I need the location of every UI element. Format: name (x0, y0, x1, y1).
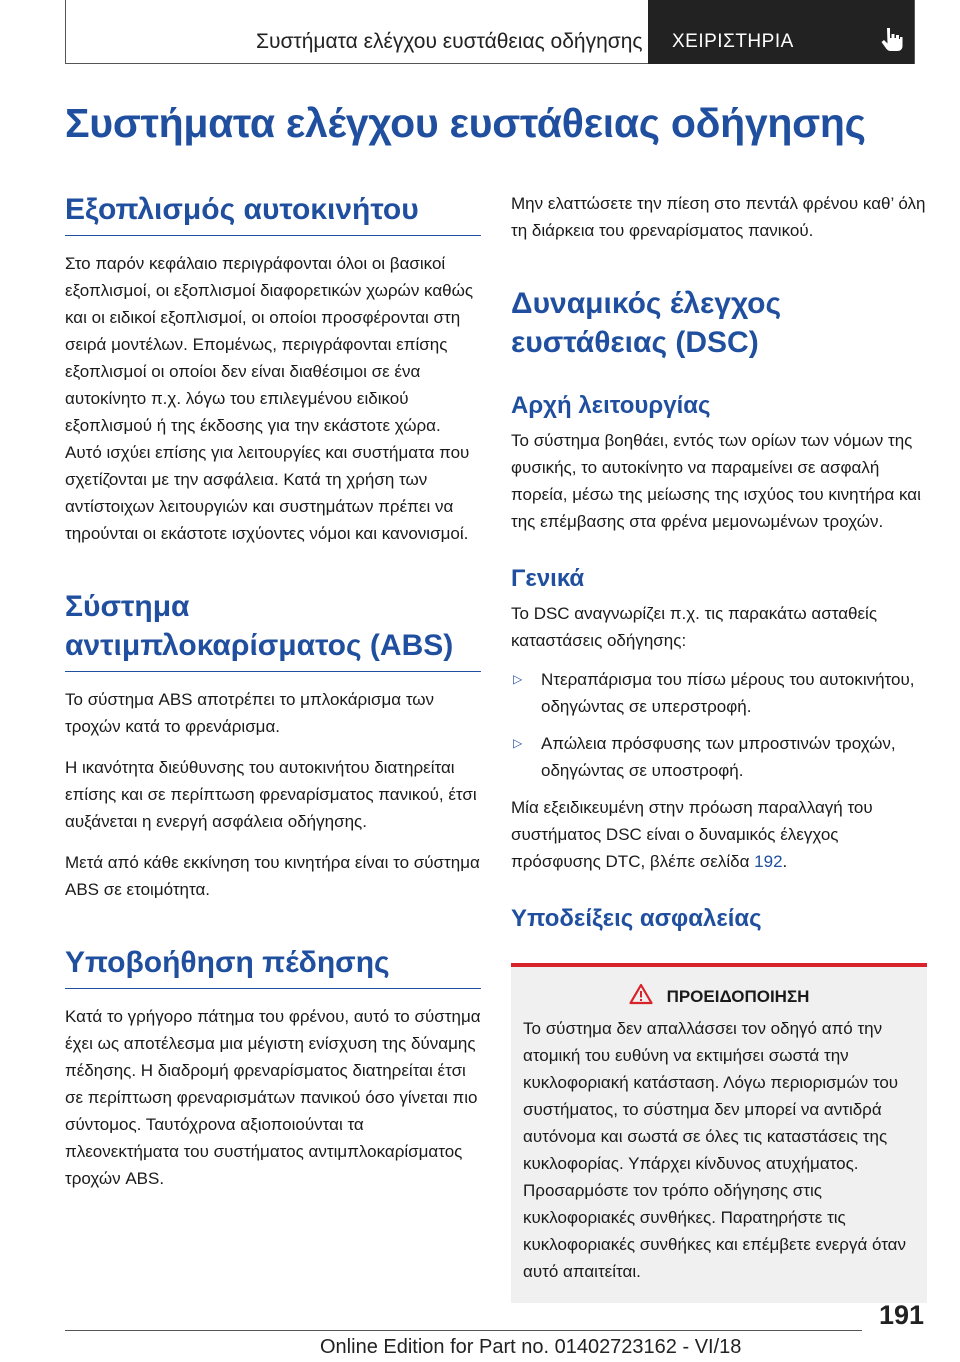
section-heading-equipment: Εξοπλισμός αυτοκινήτου (65, 190, 481, 236)
intro-paragraph: Μην ελαττώσετε την πίεση στο πεντάλ φρένου καθ’ όλη τη διάρκεια του φρεναρίσματος πανικού. (511, 194, 926, 240)
abs-heading-line2: αντιμπλοκαρίσματος (ABS) (65, 629, 454, 662)
bullet-text: Απώλεια πρόσφυσης των μπροστινών τροχών, οδηγώντας σε υποστροφή. (541, 734, 896, 781)
subheading-general: Γενικά (511, 565, 585, 593)
general-paragraph: Το DSC αναγνωρίζει π.χ. τις παρακάτω ασταθείς καταστάσεις οδήγησης: (511, 604, 878, 651)
list-item (511, 730, 927, 784)
section-heading-dsc (511, 284, 927, 362)
list-item (511, 666, 927, 720)
page-header (65, 0, 915, 64)
dsc-heading-line2: ευστάθειας (DSC) (511, 326, 759, 359)
footer-divider (65, 1330, 862, 1331)
subheading-principle: Αρχή λειτουργίας (511, 392, 711, 419)
warning-header (523, 983, 915, 1007)
warning-box (511, 963, 927, 1303)
bullet-list (511, 666, 927, 784)
abs-paragraph-1: Το σύστημα ABS αποτρέπει το μπλοκάρισμα των τροχών κατά το φρενάρισμα. (65, 690, 435, 736)
dtc-paragraph (511, 794, 927, 875)
header-tab-label: ΧΕΙΡΙΣΤΗΡΙΑ (672, 31, 794, 52)
warning-label: ΠΡΟΕΙΔΟΠΟΙΗΣΗ (666, 986, 810, 1006)
triangle-right-icon: ▷ (513, 736, 523, 751)
page-title: Συστήματα ελέγχου ευστάθειας οδήγησης (65, 100, 866, 146)
dsc-heading-line1: Δυναμικός έλεγχος (511, 287, 782, 320)
hand-pointer-icon (878, 26, 904, 52)
brake-assist-paragraph: Κατά το γρήγορο πάτημα του φρένου, αυτό το σύστημα έχει ως αποτέλεσμα μια μέγιστη ενίσχυση της δύναμης πέδησης. Η διαδρομή φρεναρίσματος διατηρείται έτσι σε περίπτωση φρεναρισμάτων πανικού όσο γίνεται πιο σύντομος. Ταυτόχρονα αξιοποιούνται τα πλεονεκτήματα του συστήματος αντιμπλοκαρίσματος τροχών ABS. (65, 1007, 481, 1188)
section-heading-brake-assist: Υποβοήθηση πέδησης (65, 943, 481, 989)
section-heading-abs (65, 587, 481, 672)
warning-triangle-icon (629, 983, 653, 1005)
warning-text: Το σύστημα δεν απαλλάσσει τον οδηγό από την ατομική του ευθύνη να εκτιμήσει σωστά την κυκλοφοριακή κατάσταση. Λόγω περιορισμών του συστήματος, το σύστημα δεν μπορεί να αντιδρά αυτόνομα και σωστά σε όλες τις καταστάσεις της κυκλοφορίας. Υπάρχει κίνδυνος ατυχήματος. Προσαρμόστε τον τρόπο οδήγησης στις κυκλοφοριακές συνθήκες. Παρατηρήστε τις κυκλοφοριακές συνθήκες και επέμβετε ενεργά όταν αυτό απαιτείται. (523, 1018, 907, 1281)
header-section-tab[interactable] (648, 0, 914, 64)
footer-edition: Online Edition for Part no. 01402723162 - VI/18 (320, 1336, 742, 1358)
abs-heading-line1: Σύστημα (65, 590, 190, 623)
page-link-192[interactable]: 192 (754, 852, 783, 872)
header-title: Συστήματα ελέγχου ευστάθειας οδήγησης (256, 30, 643, 53)
triangle-right-icon: ▷ (513, 672, 523, 687)
bullet-text: Ντεραπάρισμα του πίσω μέρους του αυτοκινήτου, οδηγώντας σε υπερστροφή. (541, 670, 915, 717)
abs-paragraph-3: Μετά από κάθε εκκίνηση του κινητήρα είναι το σύστημα ABS σε ετοιμότητα. (65, 853, 480, 899)
subheading-safety: Υποδείξεις ασφαλείας (511, 905, 762, 933)
equipment-paragraph: Στο παρόν κεφάλαιο περιγράφονται όλοι οι βασικοί εξοπλισμοί, οι εξοπλισμοί διαφορετικών χωρών καθώς και οι ειδικοί εξοπλισμοί, οι οποίοι προσφέρονται στη σειρά μοντέλων. Επομένως, περιγράφονται επίσης εξοπλισμοί οι οποίοι δεν είναι διαθέσιμοι σε ένα αυτοκίνητο π.χ. λόγω του επιλεγμένου ειδικού εξοπλισμού ή της έκδοσης για την εκάστοτε χώρα. Αυτό ισχύει επίσης για λειτουργίες και συστήματα που σχετίζονται με την ασφάλεια. Κατά τη χρήση των αντίστοιχων λειτουργιών και συστημάτων πρέπει να τηρούνται οι εκάστοτε ισχύοντες νόμοι και κανονισμοί. (65, 254, 474, 543)
dtc-text: Μία εξειδικευμένη στην πρόωση παραλλαγή του συστήματος DSC είναι ο δυναμικός έλεγχος πρόσφυσης DTC, βλέπε σελίδα (511, 798, 873, 872)
abs-paragraph-2: Η ικανότητα διεύθυνσης του αυτοκινήτου διατηρείται επίσης και σε περίπτωση φρεναρίσματος πανικού, έτσι αυξάνεται η ενεργή ασφάλεια οδήγησης. (65, 758, 477, 831)
page-number: 191 (878, 1300, 924, 1330)
principle-paragraph: Το σύστημα βοηθάει, εντός των ορίων των νόμων της φυσικής, το αυτοκίνητο να παραμείνει σε ασφαλή πορεία, μέσω της μείωσης της ισχύος του κινητήρα και της επέμβασης στα φρένα μεμονωμένων τροχών. (511, 431, 921, 532)
left-column (65, 190, 481, 1192)
right-column (511, 190, 927, 1303)
dtc-text-end: . (782, 852, 788, 872)
